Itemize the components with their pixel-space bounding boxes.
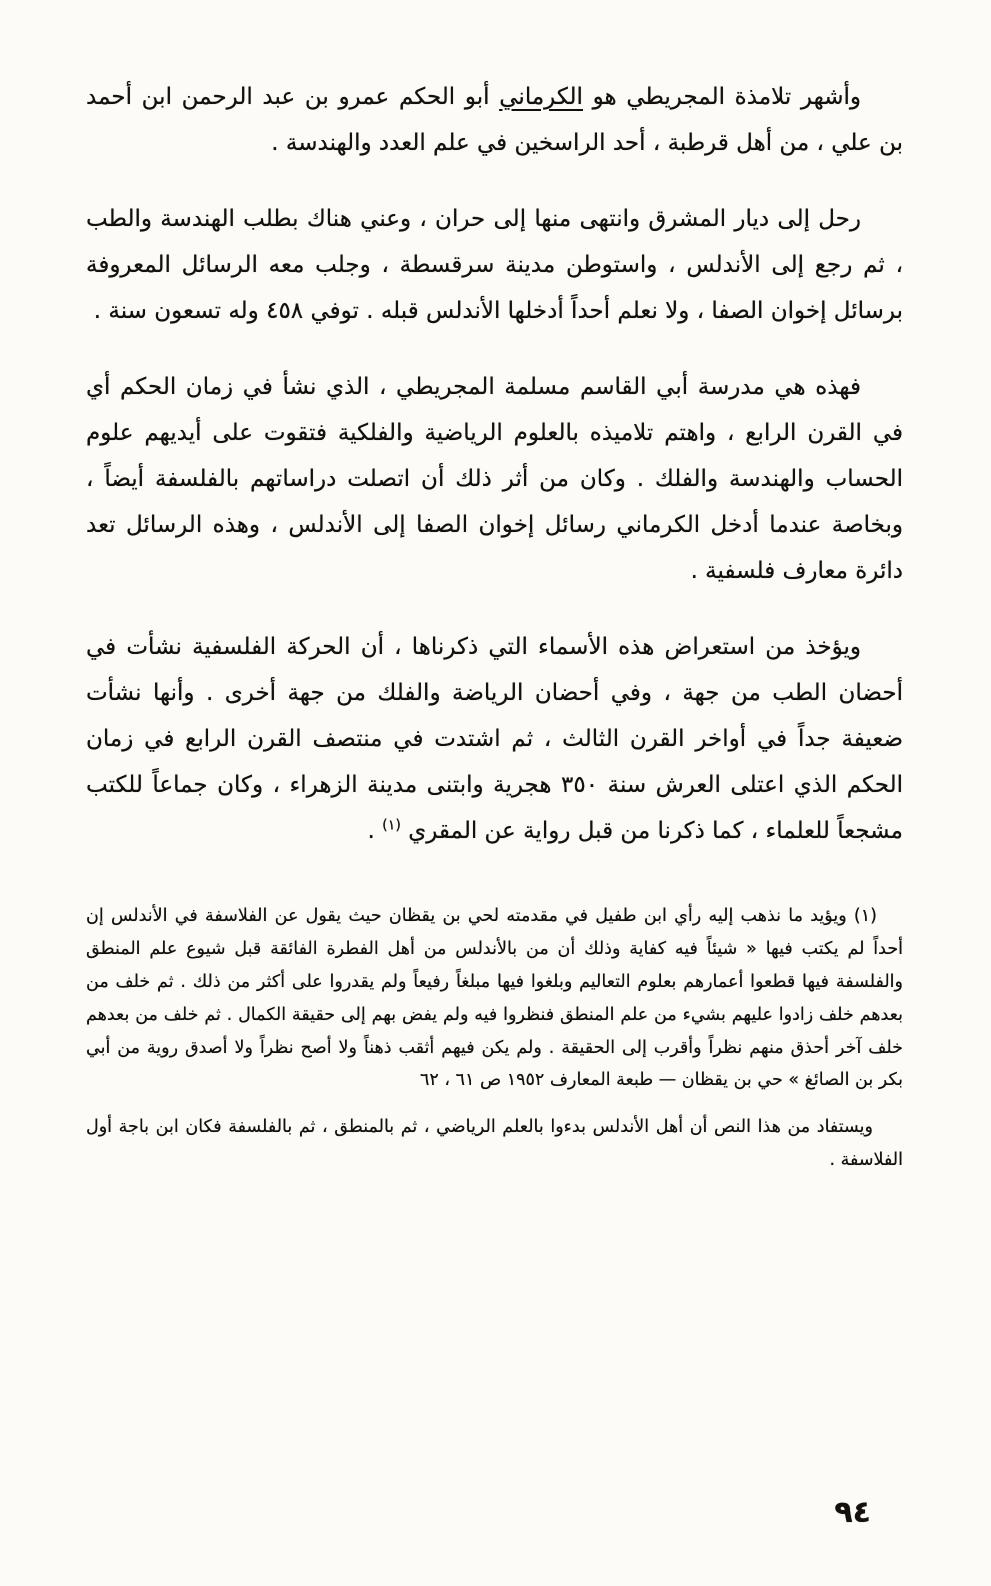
paragraph-1-text-start: وأشهر تلامذة المجريطي هو bbox=[582, 84, 861, 110]
main-text-block bbox=[86, 74, 903, 854]
footnote-1: (١) ويؤيد ما نذهب إليه رأي ابن طفيل في مقدمته لحي بن يقظان حيث يقول عن الفلاسفة في الأندلس إن أحداً لم يكتب فيها « شيئاً فيه كفاية وذلك أن من بالأندلس من أهل الفطرة الفائقة قبل شيوع علم المنطق والفلسفة فيها قطعوا أعمارهم بعلوم التعاليم وبلغوا فيها مبلغاً رفيعاً ولم يقدروا على أكثر من ذلك . ثم خلف من بعدهم خلف زادوا عليهم بشيء من علم المنطق فنظروا فيه ولم يفض بهم إلى حقيقة الكمال . ثم خلف من بعدهم خلف آخر أحذق منهم نظراً وأقرب إلى الحقيقة . ولم يكن فيهم أثقب ذهناً ولا أصح نظراً ولا أصدق روية من أبي بكر بن الصائغ » حي بن يقظان — طبعة المعارف ١٩٥٢ ص ٦١ ، ٦٢ bbox=[86, 906, 903, 1091]
paragraph-3: فهذه هي مدرسة أبي القاسم مسلمة المجريطي ، الذي نشأ في زمان الحكم أي في القرن الرابع ، واهتم تلاميذه بالعلوم الرياضية والفلكية فتقوت على أيديهم علوم الحساب والهندسة والفلك . وكان من أثر ذلك أن اتصلت دراساتهم بالفلسفة أيضاً ، وبخاصة عندما أدخل الكرماني رسائل إخوان الصفا إلى الأندلس ، وهذه الرسائل تعد دائرة معارف فلسفية . bbox=[86, 374, 903, 584]
underlined-term-kirmani: الكرماني bbox=[499, 84, 583, 110]
paragraph-2: رحل إلى ديار المشرق وانتهى منها إلى حران ، وعني هناك بطلب الهندسة والطب ، ثم رجع إلى الأندلس ، واستوطن مدينة سرقسطة ، وجلب معه الرسائل المعروفة برسائل إخوان الصفا ، ولا نعلم أحداً أدخلها الأندلس قبله . توفي ٤٥٨ وله تسعون سنة . bbox=[86, 206, 903, 324]
paragraph-4 bbox=[86, 624, 903, 854]
page-number: ٩٤ bbox=[834, 1495, 871, 1530]
footnote-2: ويستفاد من هذا النص أن أهل الأندلس بدءوا بالعلم الرياضي ، ثم بالمنطق ، ثم بالفلسفة فكان ابن باجة أول الفلاسفة . bbox=[86, 1117, 903, 1171]
footnote-block bbox=[86, 900, 903, 1177]
paragraph-1 bbox=[86, 74, 903, 166]
paragraph-1-text-rest: أبو الحكم عمرو بن عبد الرحمن ابن أحمد بن علي ، من أهل قرطبة ، أحد الراسخين في علم العدد والهندسة . bbox=[86, 84, 903, 156]
paragraph-4-text: ويؤخذ من استعراض هذه الأسماء التي ذكرناها ، أن الحركة الفلسفية نشأت في أحضان الطب من جهة ، وفي أحضان الرياضة والفلك من جهة أخرى . وأنها نشأت ضعيفة جداً في أواخر القرن الثالث ، ثم اشتدت في منتصف القرن الرابع في زمان الحكم الذي اعتلى العرش سنة ٣٥٠ هجرية وابتنى مدينة الزهراء ، وكان جماعاً للكتب مشجعاً للعلماء ، كما ذكرنا من قبل رواية عن المقري bbox=[86, 634, 903, 844]
footnote-ref-1: (١) bbox=[382, 817, 401, 834]
paragraph-4-end: . bbox=[367, 818, 383, 844]
